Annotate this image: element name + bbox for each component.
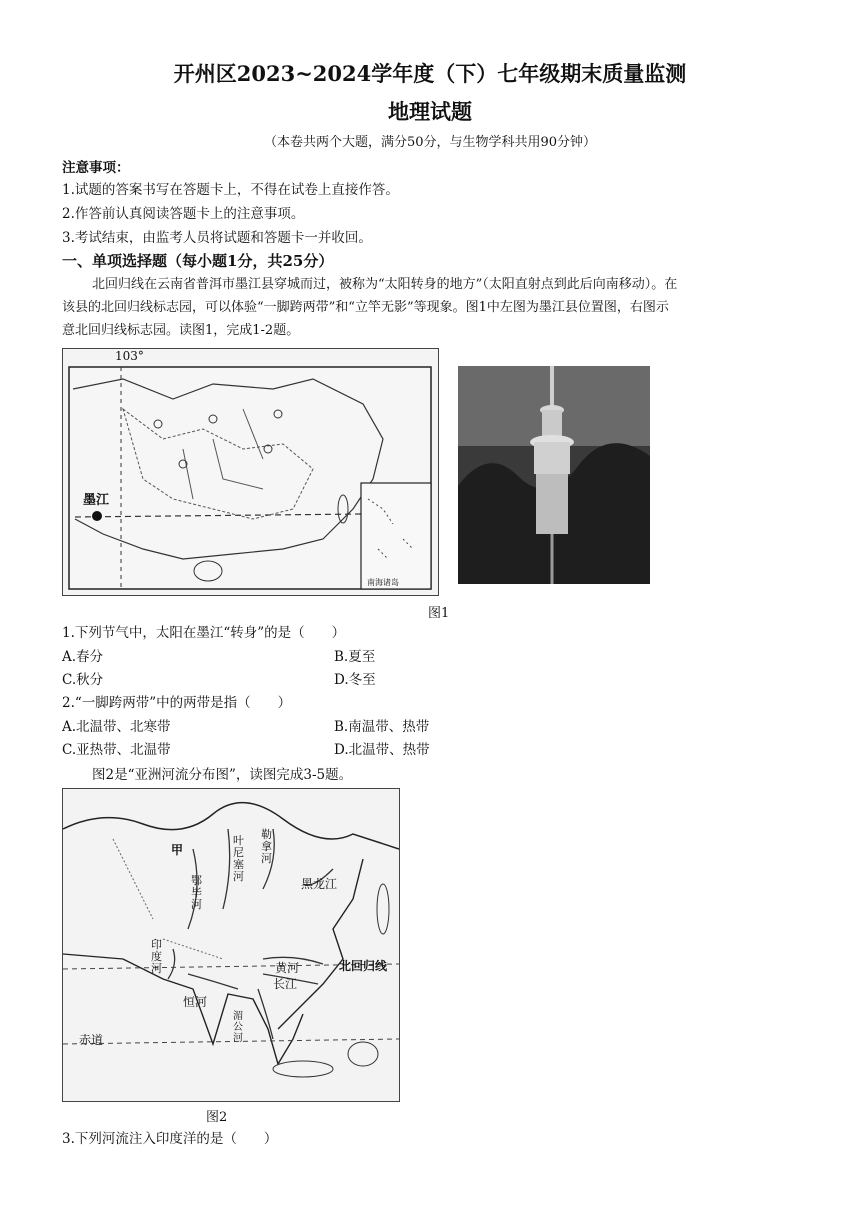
map-label-heilongjiang: 黑龙江 xyxy=(301,877,338,891)
map-label-yangtze: 长江 xyxy=(273,977,298,991)
map-label-tropic: 北回归线 xyxy=(339,959,388,973)
exam-title: 开州区2023~2024学年度（下）七年级期末质量监测 xyxy=(173,61,687,86)
map-label-lena: 勒拿河 xyxy=(261,828,272,865)
question-stem: 2.“一脚跨两带”中的两带是指（ ） xyxy=(62,695,292,711)
map-label-ob: 鄂毕河 xyxy=(191,874,202,911)
option: A.北温带、北寒带 xyxy=(62,719,171,735)
figure1-map xyxy=(62,348,439,596)
china-map-image xyxy=(63,349,438,595)
note-item: 1.试题的答案书写在答题卡上，不得在试卷上直接作答。 xyxy=(62,182,399,198)
intro-line: 北回归线在云南省普洱市墨江县穿城而过，被称为“太阳转身的地方”（太阳直射点到此后向南移动）。在 xyxy=(92,277,678,292)
map-label-jia: 甲 xyxy=(171,843,184,857)
option: A.春分 xyxy=(62,649,104,665)
monument-image xyxy=(458,366,650,584)
option: D.冬至 xyxy=(334,672,376,688)
option: B.南温带、热带 xyxy=(334,719,430,735)
figure2-intro: 图2是“亚洲河流分布图”，读图完成3-5题。 xyxy=(92,767,353,783)
option: C.秋分 xyxy=(62,672,104,688)
note-item: 2.作答前认真阅读答题卡上的注意事项。 xyxy=(62,206,305,222)
question-stem: 1.下列节气中，太阳在墨江“转身”的是（ ） xyxy=(62,625,346,641)
option: D.北温带、热带 xyxy=(334,742,430,758)
subject-title: 地理试题 xyxy=(388,99,472,124)
city-label: 墨江 xyxy=(83,493,110,508)
notes-heading: 注意事项： xyxy=(62,160,130,176)
map-label-ganges: 恒河 xyxy=(183,995,208,1009)
map-label-indus: 印度河 xyxy=(151,938,162,975)
figure2-caption: 图2 xyxy=(206,1110,228,1125)
longitude-label: 103° xyxy=(115,349,144,363)
asia-rivers-image xyxy=(63,789,399,1101)
note-item: 3.考试结束，由监考人员将试题和答题卡一并收回。 xyxy=(62,230,372,246)
option: C.亚热带、北温带 xyxy=(62,742,171,758)
map-label-yenisei: 叶尼塞河 xyxy=(233,834,244,883)
tropic-park-photo xyxy=(458,366,650,584)
figure2-asia-map xyxy=(62,788,400,1102)
option: B.夏至 xyxy=(334,649,376,665)
question-stem: 3.下列河流注入印度洋的是（ ） xyxy=(62,1131,278,1147)
intro-line: 该县的北回归线标志园，可以体验“一脚跨两带”和“立竿无影”等现象。图1中左图为墨江县位置图，右图示 xyxy=(62,300,669,315)
inset-label: 南海诸岛 xyxy=(367,578,399,587)
map-label-yellow: 黄河 xyxy=(275,961,300,975)
section-heading: 一、单项选择题（每小题1分，共25分） xyxy=(62,252,334,270)
figure1-caption: 图1 xyxy=(428,606,450,621)
map-label-equator: 赤道 xyxy=(79,1033,104,1047)
map-label-mekong: 湄公河 xyxy=(233,1011,243,1044)
exam-info: （本卷共两个大题，满分50分，与生物学科共用90分钟） xyxy=(263,135,597,150)
intro-line: 意北回归线标志园。读图1，完成1-2题。 xyxy=(62,323,300,338)
